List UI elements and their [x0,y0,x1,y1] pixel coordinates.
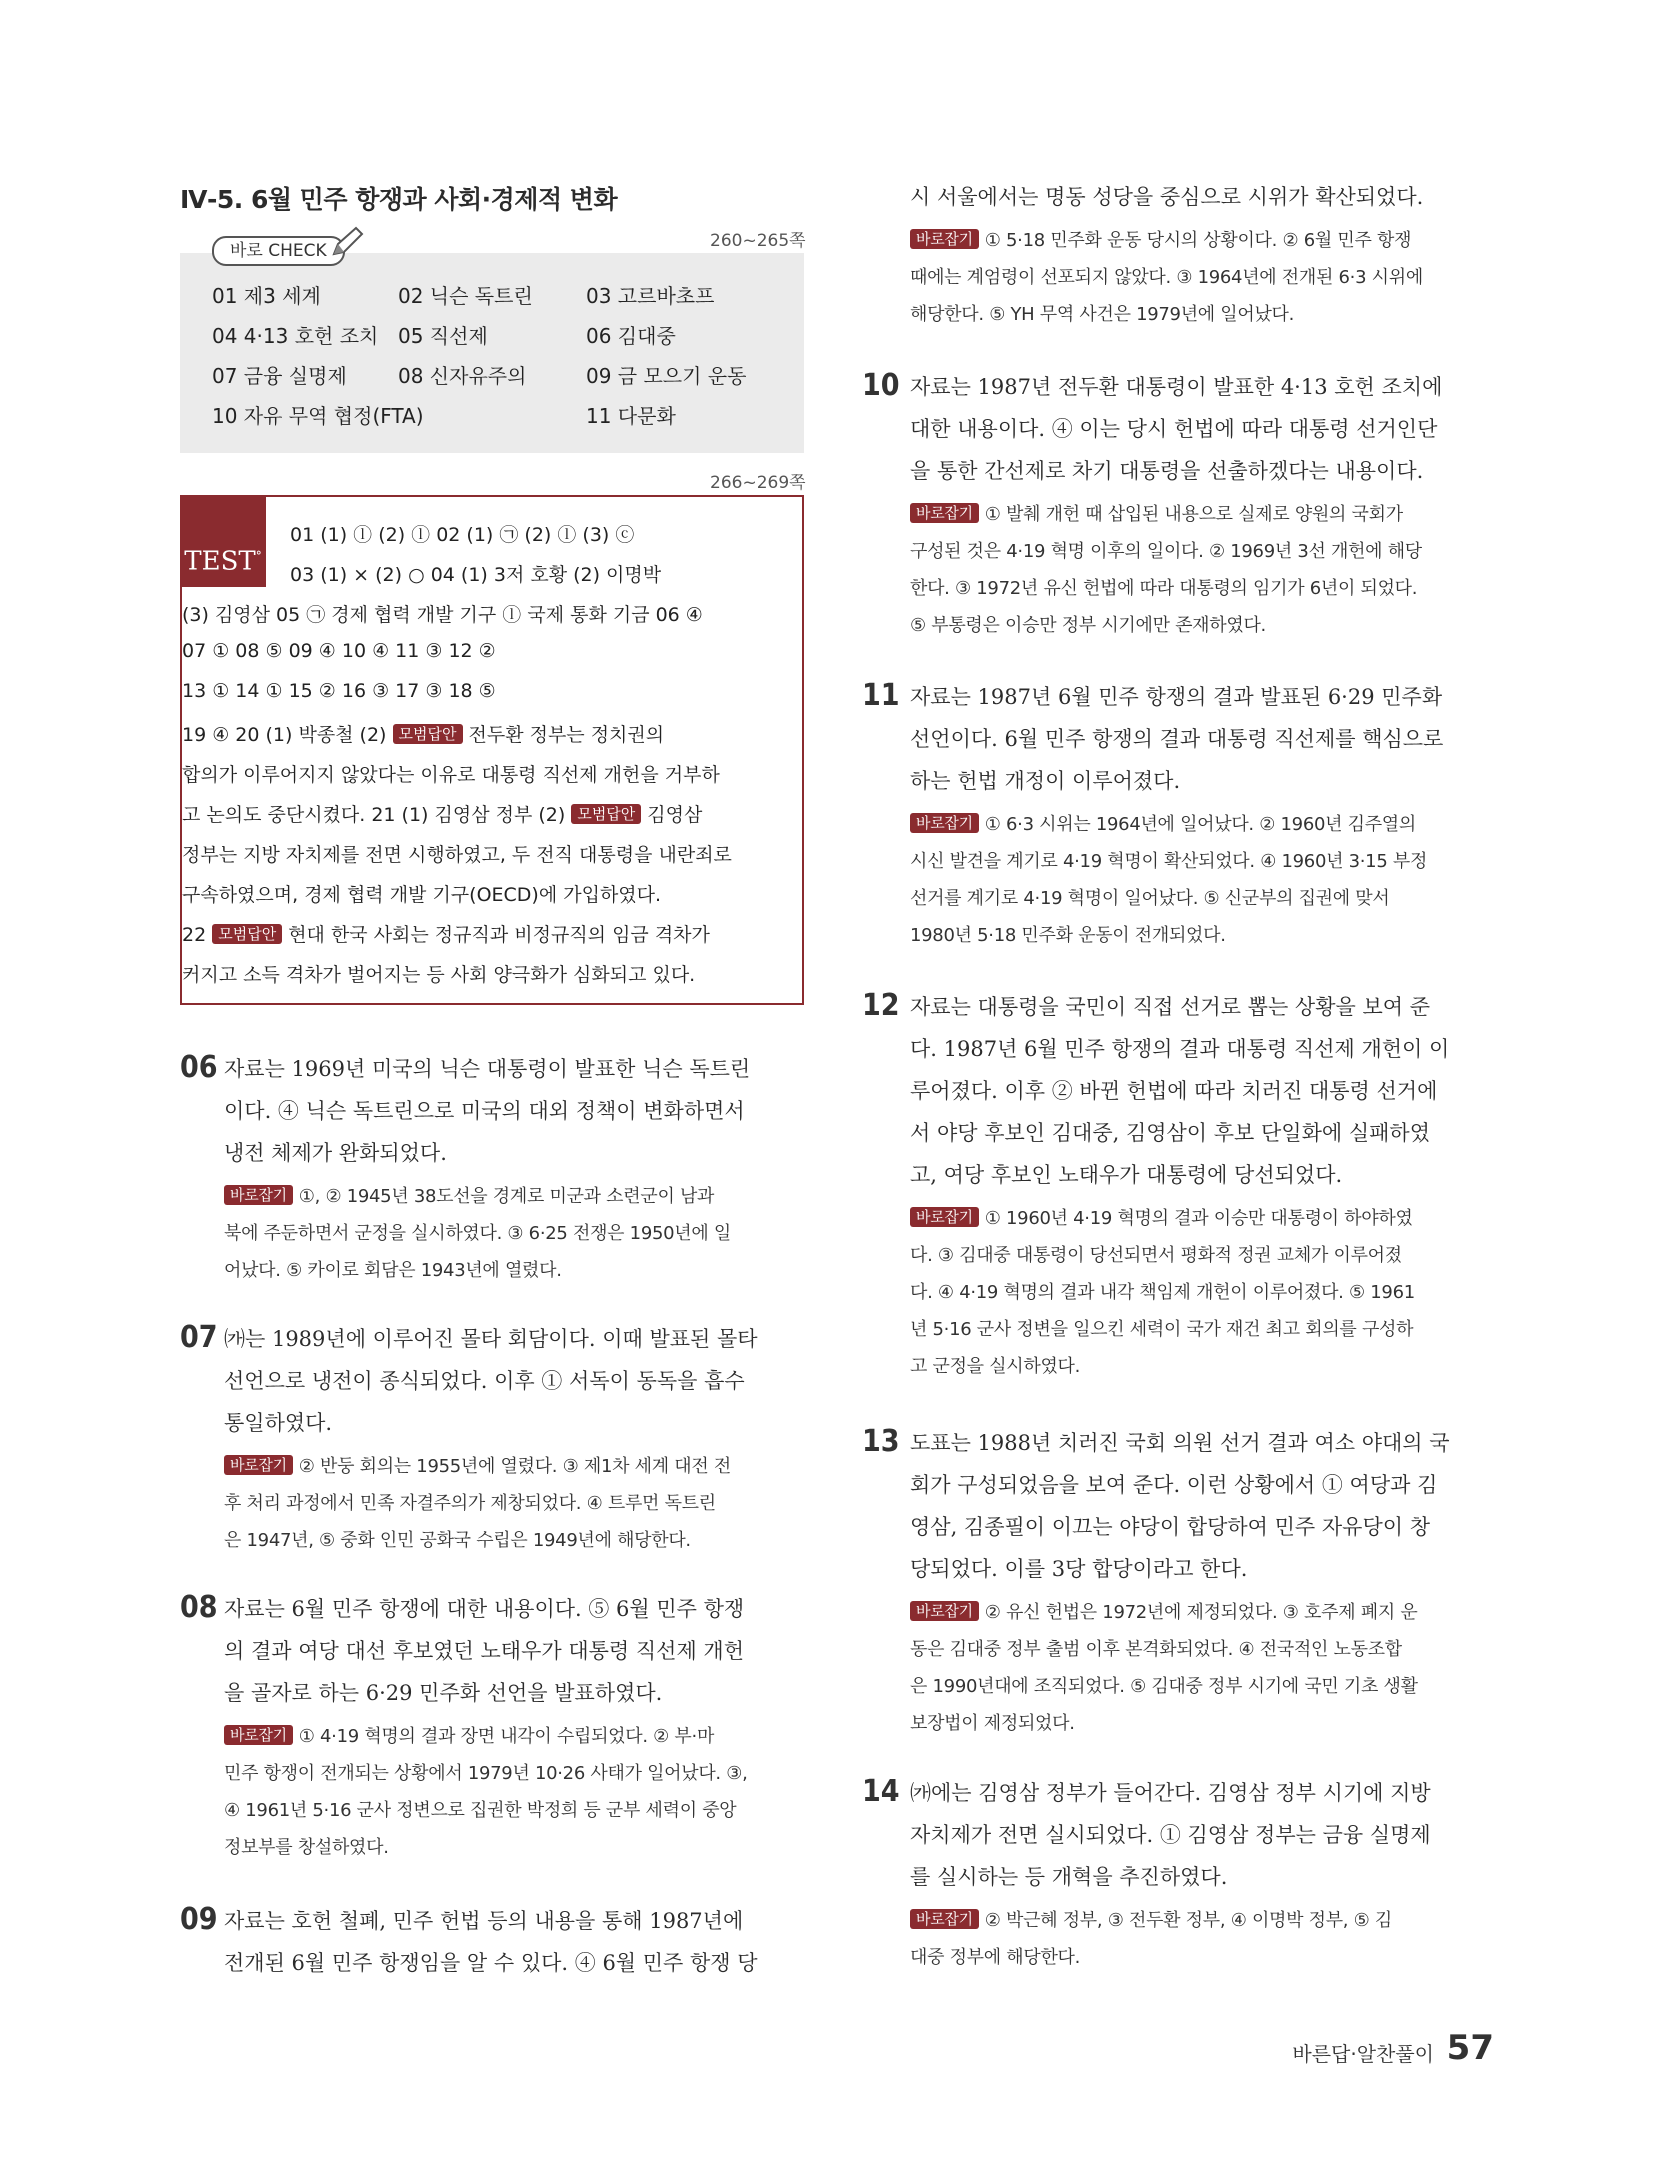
fix-note-line: ⑤ 부통령은 이승만 정부 시기에만 존재하였다. [910,615,1266,636]
fix-badge: 바로잡기 [224,1725,293,1745]
fix-badge: 바로잡기 [910,1909,979,1929]
test-line: (3) 김영삼 05 ㉠ 경제 협력 개발 기구 ⓛ 국제 통화 기금 06 ④ [182,604,703,626]
explanation-line: 통일하였다. [224,1411,333,1435]
fix-badge: 바로잡기 [910,813,979,833]
fix-note [910,496,1422,644]
answer-explanation [910,1422,1450,1590]
answer-number: 08 [180,1590,218,1625]
fix-badge: 바로잡기 [910,503,979,523]
model-answer-badge: 모범답안 [571,804,641,824]
explanation-line: 을 통한 간선제로 차기 대통령을 선출하겠다는 내용이다. [910,459,1424,483]
explanation-line: 고, 여당 후보인 노태우가 대통령에 당선되었다. [910,1163,1343,1187]
test-page-range: 266~269쪽 [710,473,806,493]
test-line-21 [182,800,702,827]
fix-note-text: ①, ② 1945년 38도선을 경계로 미군과 소련군이 남과 [298,1186,715,1207]
fix-note-line: 은 1947년, ⑤ 중화 인민 공화국 수립은 1949년에 해당한다. [224,1530,691,1551]
fix-note-line: 구성된 것은 4·19 혁명 이후의 일이다. ② 1969년 3선 개헌에 해당 [910,541,1422,562]
fix-note [910,1902,1392,1976]
test-line-20 [182,720,664,747]
fix-note-line: 후 처리 과정에서 민족 자결주의가 제창되었다. ④ 트루먼 독트린 [224,1493,716,1514]
test-line-text: 19 ④ 20 (1) 박종철 (2) [182,724,387,746]
fix-note-text: ② 유신 헌법은 1972년에 제정되었다. ③ 호주제 폐지 운 [984,1602,1418,1623]
fix-note-line: 년 5·16 군사 정변을 일으킨 세력이 국가 재건 최고 회의를 구성하 [910,1319,1414,1340]
fix-badge: 바로잡기 [224,1185,293,1205]
fix-note-text: ② 박근혜 정부, ③ 전두환 정부, ④ 이명박 정부, ⑤ 김 [984,1910,1393,1931]
section-title: Ⅳ-5. 6월 민주 항쟁과 사회·경제적 변화 [180,185,618,214]
explanation-line: 자료는 6월 민주 항쟁에 대한 내용이다. ⑤ 6월 민주 항쟁 [224,1597,745,1621]
fix-note-line [910,1200,1415,1237]
fix-note-line [910,806,1427,843]
fix-badge: 바로잡기 [224,1455,293,1475]
explanation-line: 자료는 1969년 미국의 닉슨 대통령이 발표한 닉슨 독트린 [224,1057,751,1081]
check-item: 06 김대중 [586,324,676,348]
fix-note-line: 해당한다. ⑤ YH 무역 사건은 1979년에 일어났다. [910,304,1295,325]
answer-number: 07 [180,1320,218,1355]
fix-note-line [910,222,1423,259]
test-line-22 [182,920,710,947]
fix-note [224,1178,731,1289]
fix-badge: 바로잡기 [910,1207,979,1227]
answer-explanation [224,1318,758,1444]
fix-note-line: 동은 김대중 정부 출범 이후 본격화되었다. ④ 전국적인 노동조합 [910,1639,1402,1660]
explanation-line: 서 야당 후보인 김대중, 김영삼이 후보 단일화에 실패하였 [910,1121,1430,1145]
explanation-line: 하는 헌법 개정이 이루어졌다. [910,769,1181,793]
test-line: 구속하였으며, 경제 협력 개발 기구(OECD)에 가입하였다. [182,884,662,906]
fix-note-text: ① 6·3 시위는 1964년에 일어났다. ② 1960년 김주열의 [984,814,1416,835]
answer-number: 12 [862,988,900,1023]
fix-note-line: 대중 정부에 해당한다. [910,1947,1081,1968]
explanation-line: 자료는 호헌 철폐, 민주 헌법 등의 내용을 통해 1987년에 [224,1909,744,1933]
answer-explanation [910,176,1423,218]
check-item: 03 고르바초프 [586,284,715,308]
fix-note [910,806,1427,954]
fix-note-text: ① 1960년 4·19 혁명의 결과 이승만 대통령이 하야하였 [984,1208,1413,1229]
test-line-text: 현대 한국 사회는 정규직과 비정규직의 임금 격차가 [288,924,710,946]
check-page-range: 260~265쪽 [710,231,806,251]
explanation-line: 냉전 체제가 완화되었다. [224,1141,447,1165]
fix-note-text: ② 반둥 회의는 1955년에 열렸다. ③ 제1차 세계 대전 전 [298,1456,731,1477]
check-item: 05 직선제 [398,324,488,348]
answer-explanation [910,986,1449,1196]
footer-label: 바른답·알찬풀이 [1292,2042,1434,2066]
test-line-text: 고 논의도 중단시켰다. 21 (1) 김영삼 정부 (2) [182,804,566,826]
explanation-line: 자치제가 전면 실시되었다. ① 김영삼 정부는 금융 실명제 [910,1823,1431,1847]
answer-explanation [910,676,1443,802]
test-line: 커지고 소득 격차가 벌어지는 등 사회 양극화가 심화되고 있다. [182,964,696,986]
test-line: 합의가 이루어지지 않았다는 이유로 대통령 직선제 개헌을 거부하 [182,764,720,786]
explanation-line: 자료는 대통령을 국민이 직접 선거로 뽑는 상황을 보여 준 [910,995,1430,1019]
fix-note-line: 북에 주둔하면서 군정을 실시하였다. ③ 6·25 전쟁은 1950년에 일 [224,1223,731,1244]
answer-number: 09 [180,1902,218,1937]
fix-note-line: 보장법이 제정되었다. [910,1713,1075,1734]
explanation-line: 자료는 1987년 6월 민주 항쟁의 결과 발표된 6·29 민주화 [910,685,1443,709]
explanation-line: 도표는 1988년 치러진 국회 의원 선거 결과 여소 야대의 국 [910,1431,1450,1455]
test-line: 03 (1) × (2) ○ 04 (1) 3저 호황 (2) 이명박 [290,564,662,586]
explanation-line: ㈎에는 김영삼 정부가 들어간다. 김영삼 정부 시기에 지방 [910,1781,1431,1805]
test-line-text: 22 [182,924,207,946]
page-number: 57 [1446,2028,1494,2068]
fix-note-line: 시신 발견을 계기로 4·19 혁명이 확산되었다. ④ 1960년 3·15 부정 [910,851,1428,872]
answer-number: 13 [862,1424,900,1459]
fix-note-line: 고 군정을 실시하였다. [910,1356,1081,1377]
model-answer-badge: 모범답안 [393,724,463,744]
fix-note-line: ④ 1961년 5·16 군사 정변으로 집권한 박정희 등 군부 세력이 중앙 [224,1800,737,1821]
explanation-line: 이다. ④ 닉슨 독트린으로 미국의 대외 정책이 변화하면서 [224,1099,745,1123]
answer-explanation [224,1048,750,1174]
explanation-line: 의 결과 여당 대선 후보였던 노태우가 대통령 직선제 개헌 [224,1639,744,1663]
check-item: 11 다문화 [586,404,676,428]
explanation-line: 를 실시하는 등 개혁을 추진하였다. [910,1865,1228,1889]
fix-note-line [224,1178,731,1215]
explanation-line: 회가 구성되었음을 보여 준다. 이런 상황에서 ① 여당과 김 [910,1473,1438,1497]
test-label: TEST [184,546,256,577]
check-item: 08 신자유주의 [398,364,527,388]
fix-note-text: ① 5·18 민주화 운동 당시의 상황이다. ② 6월 민주 항쟁 [984,230,1412,251]
check-item: 01 제3 세계 [212,284,321,308]
answer-number: 14 [862,1774,900,1809]
fix-note-line: 민주 항쟁이 전개되는 상황에서 1979년 10·26 사태가 일어났다. ③, [224,1763,748,1784]
fix-note [224,1448,731,1559]
test-tab: TEST° [180,495,266,587]
fix-note-line: 은 1990년대에 조직되었다. ⑤ 김대중 정부 시기에 국민 기초 생활 [910,1676,1418,1697]
fix-note-line [910,496,1422,533]
explanation-line: 다. 1987년 6월 민주 항쟁의 결과 대통령 직선제 개헌이 이 [910,1037,1450,1061]
fix-badge: 바로잡기 [910,1601,979,1621]
test-line-text: 전두환 정부는 정치권의 [468,724,665,746]
fix-note [224,1718,748,1866]
model-answer-badge: 모범답안 [212,924,282,944]
explanation-line: 선언으로 냉전이 종식되었다. 이후 ① 서독이 동독을 흡수 [224,1369,745,1393]
check-item: 10 자유 무역 협정(FTA) [212,404,424,428]
answer-explanation [910,366,1442,492]
fix-note-line: 어났다. ⑤ 카이로 회담은 1943년에 열렸다. [224,1260,562,1281]
test-line: 07 ① 08 ⑤ 09 ④ 10 ④ 11 ③ 12 ② [182,640,496,662]
test-line: 13 ① 14 ① 15 ② 16 ③ 17 ③ 18 ⑤ [182,680,496,702]
answer-explanation [224,1588,744,1714]
test-line: 정부는 지방 자치제를 전면 시행하였고, 두 전직 대통령을 내란죄로 [182,844,732,866]
answer-explanation [910,1772,1431,1898]
explanation-line: 자료는 1987년 전두환 대통령이 발표한 4·13 호헌 조치에 [910,375,1443,399]
answer-explanation [224,1900,758,1984]
answer-number: 10 [862,368,900,403]
fix-note-line: 다. ④ 4·19 혁명의 결과 내각 책임제 개헌이 이루어졌다. ⑤ 1961 [910,1282,1415,1303]
explanation-line: 선언이다. 6월 민주 항쟁의 결과 대통령 직선제를 핵심으로 [910,727,1444,751]
fix-note-line [910,1594,1418,1631]
fix-note-line [224,1718,748,1755]
explanation-line: 대한 내용이다. ④ 이는 당시 헌법에 따라 대통령 선거인단 [910,417,1438,441]
fix-note [910,1594,1418,1742]
fix-note-line: 때에는 계엄령이 선포되지 않았다. ③ 1964년에 전개된 6·3 시위에 [910,267,1423,288]
check-item: 09 금 모으기 운동 [586,364,747,388]
fix-note-text: ① 발췌 개헌 때 삽입된 내용으로 실제로 양원의 국회가 [984,504,1403,525]
fix-note-line: 정보부를 창설하였다. [224,1837,389,1858]
fix-badge: 바로잡기 [910,229,979,249]
explanation-line: 전개된 6월 민주 항쟁임을 알 수 있다. ④ 6월 민주 항쟁 당 [224,1951,758,1975]
explanation-line: 시 서울에서는 명동 성당을 중심으로 시위가 확산되었다. [910,185,1424,209]
fix-note-line [910,1902,1392,1939]
explanation-line: 영삼, 김종필이 이끄는 야당이 합당하여 민주 자유당이 창 [910,1515,1430,1539]
fix-note-line: 1980년 5·18 민주화 운동이 전개되었다. [910,925,1226,946]
check-item: 04 4·13 호헌 조치 [212,324,379,348]
check-label: 바로 CHECK [212,236,345,266]
test-line-text: 김영삼 [647,804,703,826]
test-line: 01 (1) ⓛ (2) ⓛ 02 (1) ㉠ (2) ⓛ (3) ⓒ [290,524,635,546]
explanation-line: 루어졌다. 이후 ② 바뀐 헌법에 따라 치러진 대통령 선거에 [910,1079,1438,1103]
check-item: 07 금융 실명제 [212,364,347,388]
explanation-line: 을 골자로 하는 6·29 민주화 선언을 발표하였다. [224,1681,663,1705]
fix-note [910,222,1423,333]
explanation-line: 당되었다. 이를 3당 합당이라고 한다. [910,1557,1248,1581]
fix-note-line: 다. ③ 김대중 대통령이 당선되면서 평화적 정권 교체가 이루어졌 [910,1245,1402,1266]
fix-note-line: 선거를 계기로 4·19 혁명이 일어났다. ⑤ 신군부의 집권에 맞서 [910,888,1390,909]
fix-note-text: ① 4·19 혁명의 결과 장면 내각이 수립되었다. ② 부·마 [298,1726,715,1747]
pencil-icon [330,224,366,260]
answer-number: 11 [862,678,900,713]
fix-note [910,1200,1415,1385]
answer-number: 06 [180,1050,218,1085]
explanation-line: ㈎는 1989년에 이루어진 몰타 회담이다. 이때 발표된 몰타 [224,1327,758,1351]
fix-note-line [224,1448,731,1485]
fix-note-line: 한다. ③ 1972년 유신 헌법에 따라 대통령의 임기가 6년이 되었다. [910,578,1418,599]
check-item: 02 닉슨 독트린 [398,284,533,308]
